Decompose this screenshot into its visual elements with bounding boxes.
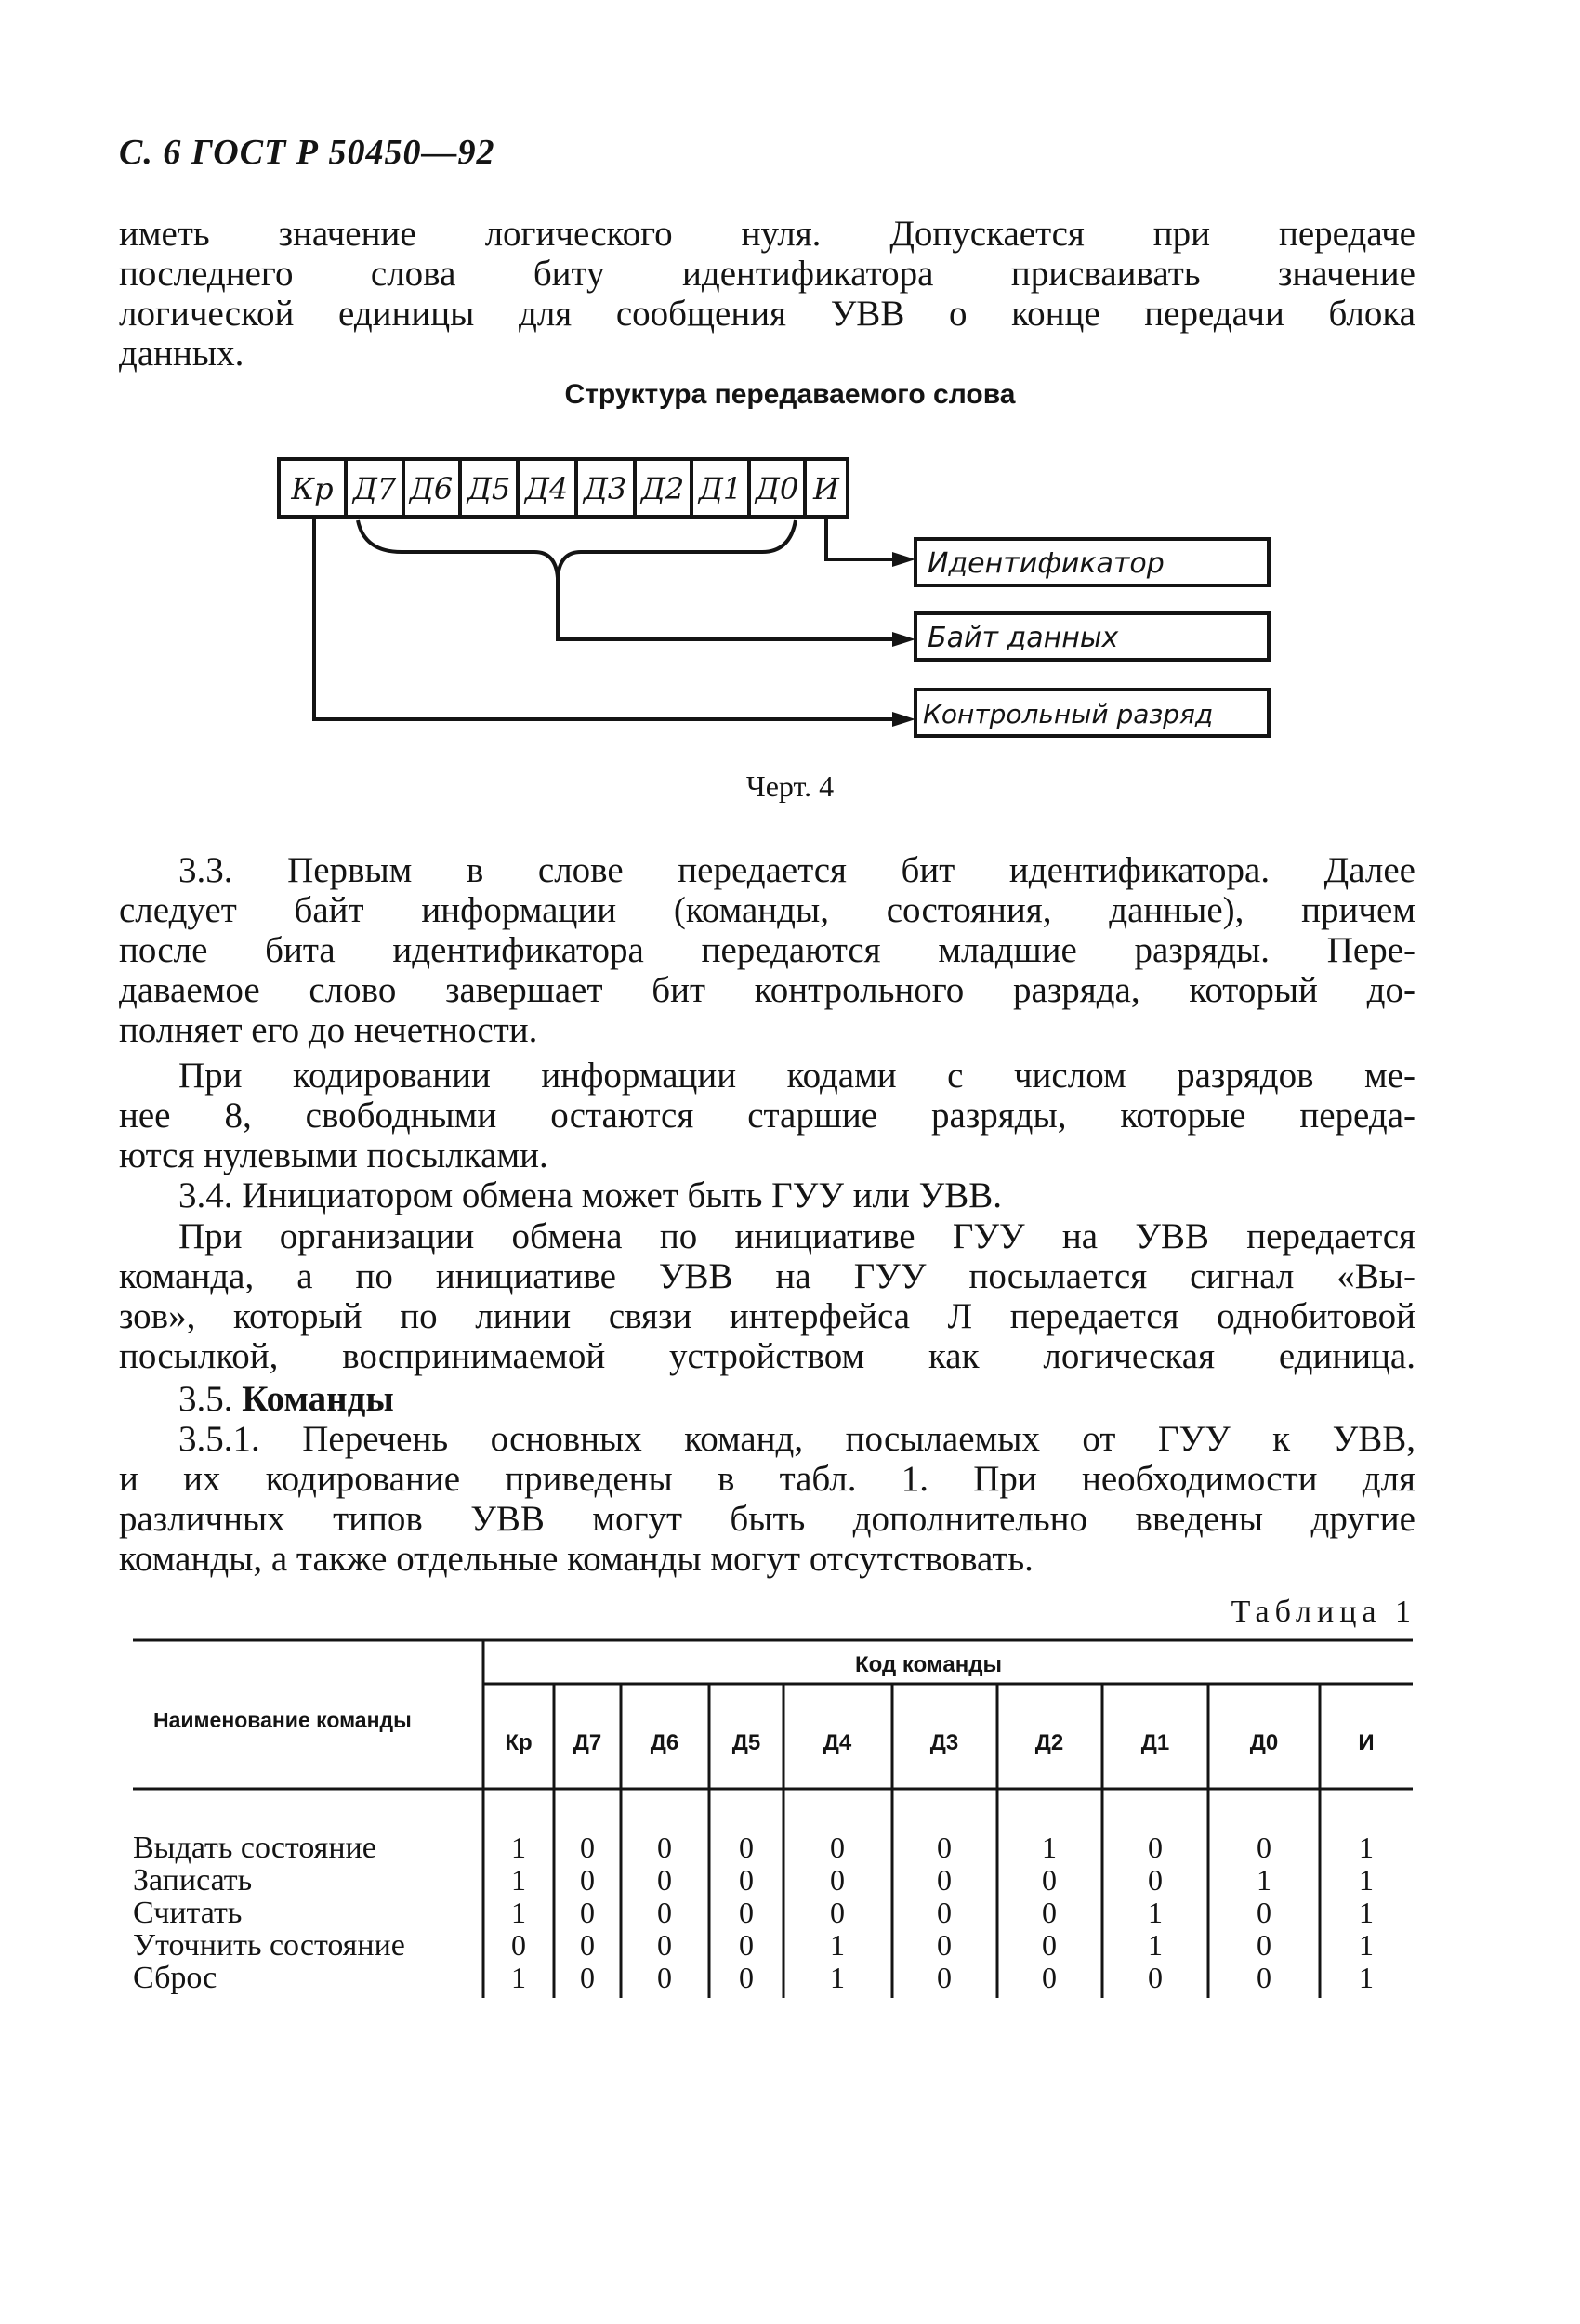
table-cell: 0 [580, 1961, 595, 1994]
table-cell: 0 [937, 1928, 952, 1962]
section-title: Команды [242, 1379, 394, 1419]
table-cell: 0 [830, 1896, 845, 1929]
table-cell: 0 [657, 1863, 672, 1897]
table-cell: 0 [739, 1896, 754, 1929]
text-line: команды, а также отдельные команды могут отсутствовать. [119, 1539, 1034, 1579]
table-header-name: Наименование команды [153, 1708, 412, 1732]
table-cell: 0 [580, 1928, 595, 1962]
text-line: данных. [119, 334, 244, 374]
bit-label: Д1 [698, 471, 743, 506]
column-header: Д7 [573, 1730, 602, 1755]
table-cell: 0 [657, 1896, 672, 1929]
table-cell: 1 [1148, 1928, 1163, 1962]
text-line: последнего слова биту идентификатора присваивать значение [119, 254, 1415, 294]
text-line: и их кодирование приведены в табл. 1. При необходимости для [119, 1459, 1415, 1499]
table-cell: 0 [580, 1863, 595, 1897]
table-row-name: Считать [133, 1896, 243, 1930]
text-line: При организации обмена по инициативе ГУУ на УВВ передается [178, 1216, 1415, 1256]
column-header: Кр [505, 1730, 533, 1755]
table-cell: 0 [830, 1863, 845, 1897]
table-cell: 0 [1042, 1896, 1057, 1929]
bit-label: Д6 [409, 471, 454, 506]
text-line: различных типов УВВ могут быть дополнительно введены другие [119, 1499, 1415, 1539]
section-number: 3.5. [178, 1379, 233, 1419]
bit-label: Д5 [467, 471, 511, 506]
table-cell: 0 [657, 1928, 672, 1962]
text-line: даваемое слово завершает бит контрольного разряда, который до- [119, 970, 1415, 1010]
bit-label: Д4 [524, 471, 569, 506]
text-line: При кодировании информации кодами с числом разрядов ме- [178, 1056, 1415, 1096]
table-cell: 1 [1042, 1831, 1057, 1864]
bit-label: Д7 [352, 471, 397, 506]
table-cell: 1 [1257, 1863, 1271, 1897]
table-cell: 0 [1042, 1863, 1057, 1897]
text-line: зов», который по линии связи интерфейса Л передается однобитовой [119, 1296, 1415, 1336]
column-header: Д2 [1034, 1730, 1064, 1755]
table-cell: 0 [1148, 1961, 1163, 1994]
text-line: ются нулевыми посылками. [119, 1136, 548, 1175]
text-line: команда, а по инициативе УВВ на ГУУ посылается сигнал «Вы- [119, 1256, 1415, 1296]
table-cell: 0 [580, 1896, 595, 1929]
table-cell: 0 [739, 1831, 754, 1864]
text-line: посылкой, воспринимаемой устройством как логическая единица. [119, 1336, 1415, 1376]
table-cell: 0 [1257, 1896, 1271, 1929]
table-cell: 1 [1359, 1896, 1374, 1929]
table-cell: 0 [511, 1928, 526, 1962]
column-header: Д1 [1140, 1730, 1170, 1755]
table-cell: 1 [1359, 1961, 1374, 1994]
table-cell: 0 [739, 1928, 754, 1962]
table-cell: 1 [1148, 1896, 1163, 1929]
table-cell: 0 [657, 1831, 672, 1864]
table-cell: 1 [511, 1863, 526, 1897]
text-line: 3.4. Инициатором обмена может быть ГУУ или УВВ. [178, 1175, 1003, 1215]
table-cell: 0 [937, 1961, 952, 1994]
table-cell: 0 [1257, 1928, 1271, 1962]
text-line: 3.5.1. Перечень основных команд, посылаемых от ГУУ к УВВ, [178, 1419, 1415, 1459]
table-cell: 0 [1257, 1831, 1271, 1864]
text-line: следует байт информации (команды, состояния, данные), причем [119, 890, 1415, 930]
text-line: иметь значение логического нуля. Допускается при передаче [119, 214, 1415, 254]
bit-label: Д0 [755, 471, 799, 506]
identifier-label: Идентификатор [928, 547, 1165, 580]
table-cell: 0 [830, 1831, 845, 1864]
table-cell: 0 [937, 1896, 952, 1929]
table-label: Таблица 1 [1231, 1595, 1416, 1629]
table-header-code: Код команды [855, 1652, 1002, 1677]
table-cell: 1 [511, 1961, 526, 1994]
table-cell: 0 [1042, 1928, 1057, 1962]
table-row-name: Сброс [133, 1961, 217, 1995]
text-line: нее 8, свободными остаются старшие разряды, которые переда- [119, 1096, 1415, 1136]
table-cell: 0 [937, 1863, 952, 1897]
table-row-name: Выдать состояние [133, 1831, 376, 1865]
figure-caption: Черт. 4 [745, 769, 835, 803]
column-header: Д0 [1249, 1730, 1279, 1755]
table-cell: 0 [1148, 1831, 1163, 1864]
table-cell: 1 [511, 1896, 526, 1929]
text-line: 3.3. Первым в слове передается бит идентификатора. Далее [178, 850, 1415, 890]
table-cell: 0 [1042, 1961, 1057, 1994]
table-cell: 1 [1359, 1863, 1374, 1897]
table-cell: 1 [1359, 1831, 1374, 1864]
table-cell: 0 [1257, 1961, 1271, 1994]
column-header: Д6 [650, 1730, 679, 1755]
table-row-name: Уточнить состояние [133, 1928, 405, 1963]
bit-label: Д2 [640, 471, 685, 506]
column-header: Д5 [731, 1730, 761, 1755]
table-cell: 1 [830, 1961, 845, 1994]
table-cell: 0 [1148, 1863, 1163, 1897]
column-header: Д3 [929, 1730, 959, 1755]
table-cell: 1 [1359, 1928, 1374, 1962]
text-line: полняет его до нечетности. [119, 1010, 538, 1050]
table-row-name: Записать [133, 1863, 253, 1897]
data-byte-label: Байт данных [928, 622, 1119, 654]
parity-label: Контрольный разряд [923, 699, 1214, 729]
bit-label: И [813, 471, 839, 506]
text-line: логической единицы для сообщения УВВ о конце передачи блока [119, 294, 1415, 334]
table-cell: 0 [739, 1863, 754, 1897]
table-cell: 0 [937, 1831, 952, 1864]
table-cell: 1 [511, 1831, 526, 1864]
bit-label: Кр [291, 471, 334, 506]
bit-label: Д3 [583, 471, 627, 506]
page-header: С. 6 ГОСТ Р 50450—92 [119, 133, 495, 172]
figure-title: Структура передаваемого слова [564, 379, 1016, 410]
table-cell: 1 [830, 1928, 845, 1962]
column-header: Д4 [823, 1730, 852, 1755]
table-cell: 0 [580, 1831, 595, 1864]
table-cell: 0 [739, 1961, 754, 1994]
text-line: после бита идентификатора передаются младшие разряды. Пере- [119, 930, 1415, 970]
table-cell: 0 [657, 1961, 672, 1994]
column-header: И [1358, 1730, 1375, 1755]
